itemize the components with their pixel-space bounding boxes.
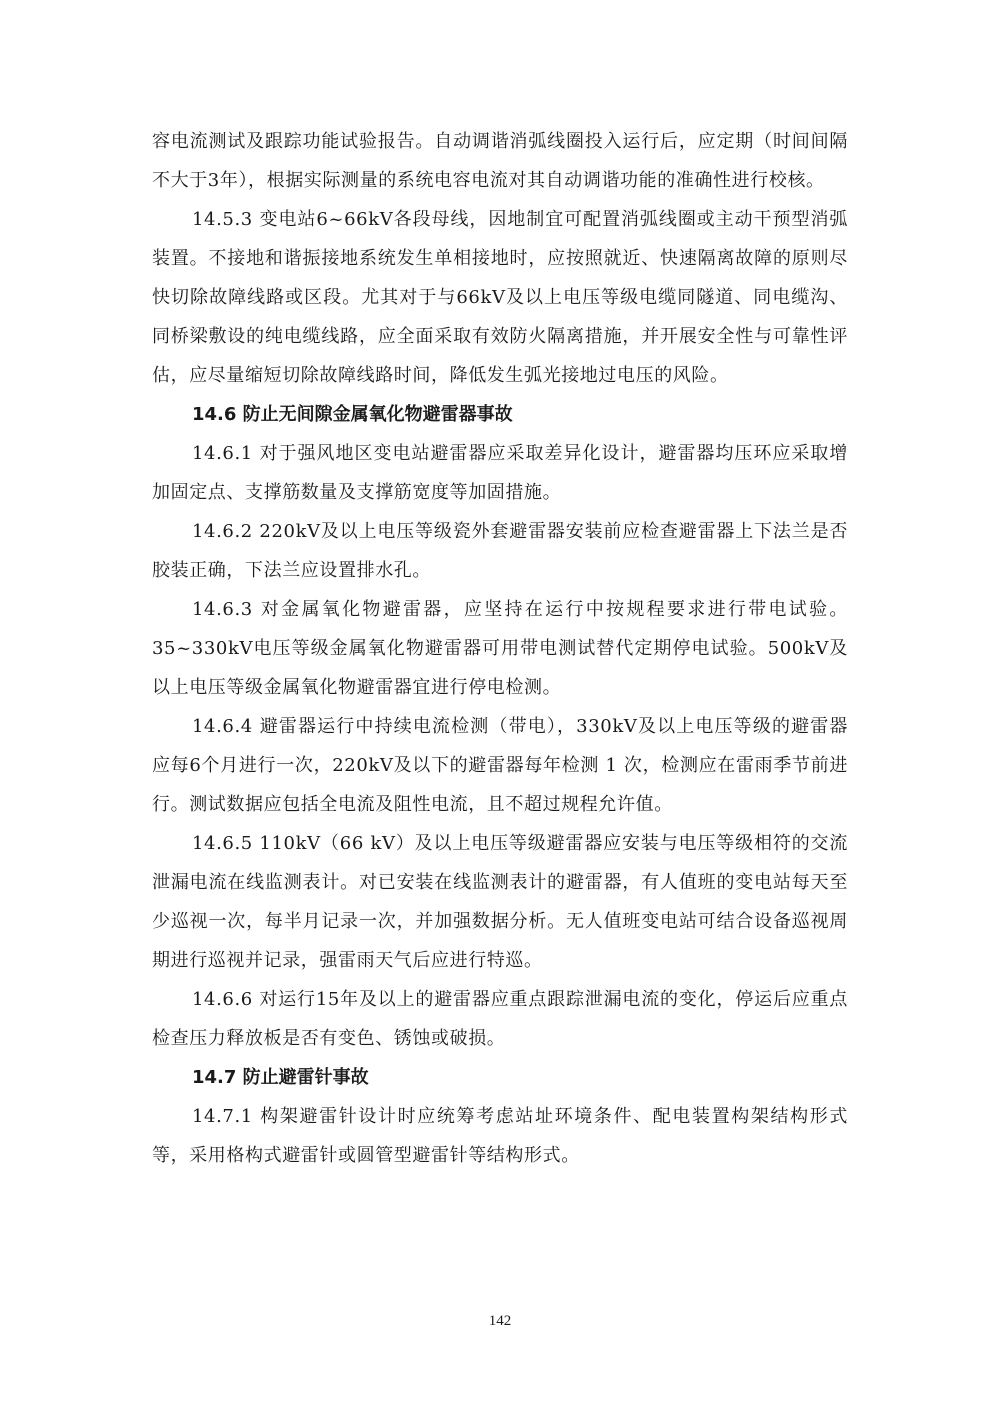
paragraph-14-6-3: 14.6.3 对金属氧化物避雷器，应坚持在运行中按规程要求进行带电试验。35~330kV电压等级金属氧化物避雷器可用带电测试替代定期停电试验。500kV及以上电压等级金属氧化物避雷器宜进行停电检测。 (152, 599, 848, 698)
paragraph-14-6-1: 14.6.1 对于强风地区变电站避雷器应采取差异化设计，避雷器均压环应采取增加固定点、支撑筋数量及支撑筋宽度等加固措施。 (152, 443, 848, 503)
page-number: 142 (488, 1313, 512, 1329)
paragraph-14-7-1: 14.7.1 构架避雷针设计时应统筹考虑站址环境条件、配电装置构架结构形式等，采用格构式避雷针或圆管型避雷针等结构形式。 (152, 1106, 848, 1166)
paragraph-intro: 容电流测试及跟踪功能试验报告。自动调谐消弧线圈投入运行后，应定期（时间间隔不大于3年），根据实际测量的系统电容电流对其自动调谐功能的准确性进行校核。 (152, 131, 848, 191)
section-heading-14-6: 14.6 防止无间隙金属氧化物避雷器事故 (192, 404, 513, 425)
document-page (152, 122, 848, 1175)
section-heading-14-7: 14.7 防止避雷针事故 (192, 1067, 369, 1088)
paragraph-14-6-6: 14.6.6 对运行15年及以上的避雷器应重点跟踪泄漏电流的变化，停运后应重点检查压力释放板是否有变色、锈蚀或破损。 (152, 989, 848, 1049)
paragraph-14-6-5: 14.6.5 110kV（66 kV）及以上电压等级避雷器应安装与电压等级相符的交流泄漏电流在线监测表计。对已安装在线监测表计的避雷器，有人值班的变电站每天至少巡视一次，每半月记录一次，并加强数据分析。无人值班变电站可结合设备巡视周期进行巡视并记录，强雷雨天气后应进行特巡。 (152, 833, 848, 971)
paragraph-14-6-2: 14.6.2 220kV及以上电压等级瓷外套避雷器安装前应检查避雷器上下法兰是否胶装正确，下法兰应设置排水孔。 (152, 521, 848, 581)
paragraph-14-6-4: 14.6.4 避雷器运行中持续电流检测（带电），330kV及以上电压等级的避雷器应每6个月进行一次，220kV及以下的避雷器每年检测 1 次，检测应在雷雨季节前进行。测试数据应包括全电流及阻性电流，且不超过规程允许值。 (152, 716, 848, 815)
paragraph-14-5-3: 14.5.3 变电站6~66kV各段母线，因地制宜可配置消弧线圈或主动干预型消弧装置。不接地和谐振接地系统发生单相接地时，应按照就近、快速隔离故障的原则尽快切除故障线路或区段。尤其对于与66kV及以上电压等级电缆同隧道、同电缆沟、同桥梁敷设的纯电缆线路，应全面采取有效防火隔离措施，并开展安全性与可靠性评估，应尽量缩短切除故障线路时间，降低发生弧光接地过电压的风险。 (152, 209, 848, 386)
